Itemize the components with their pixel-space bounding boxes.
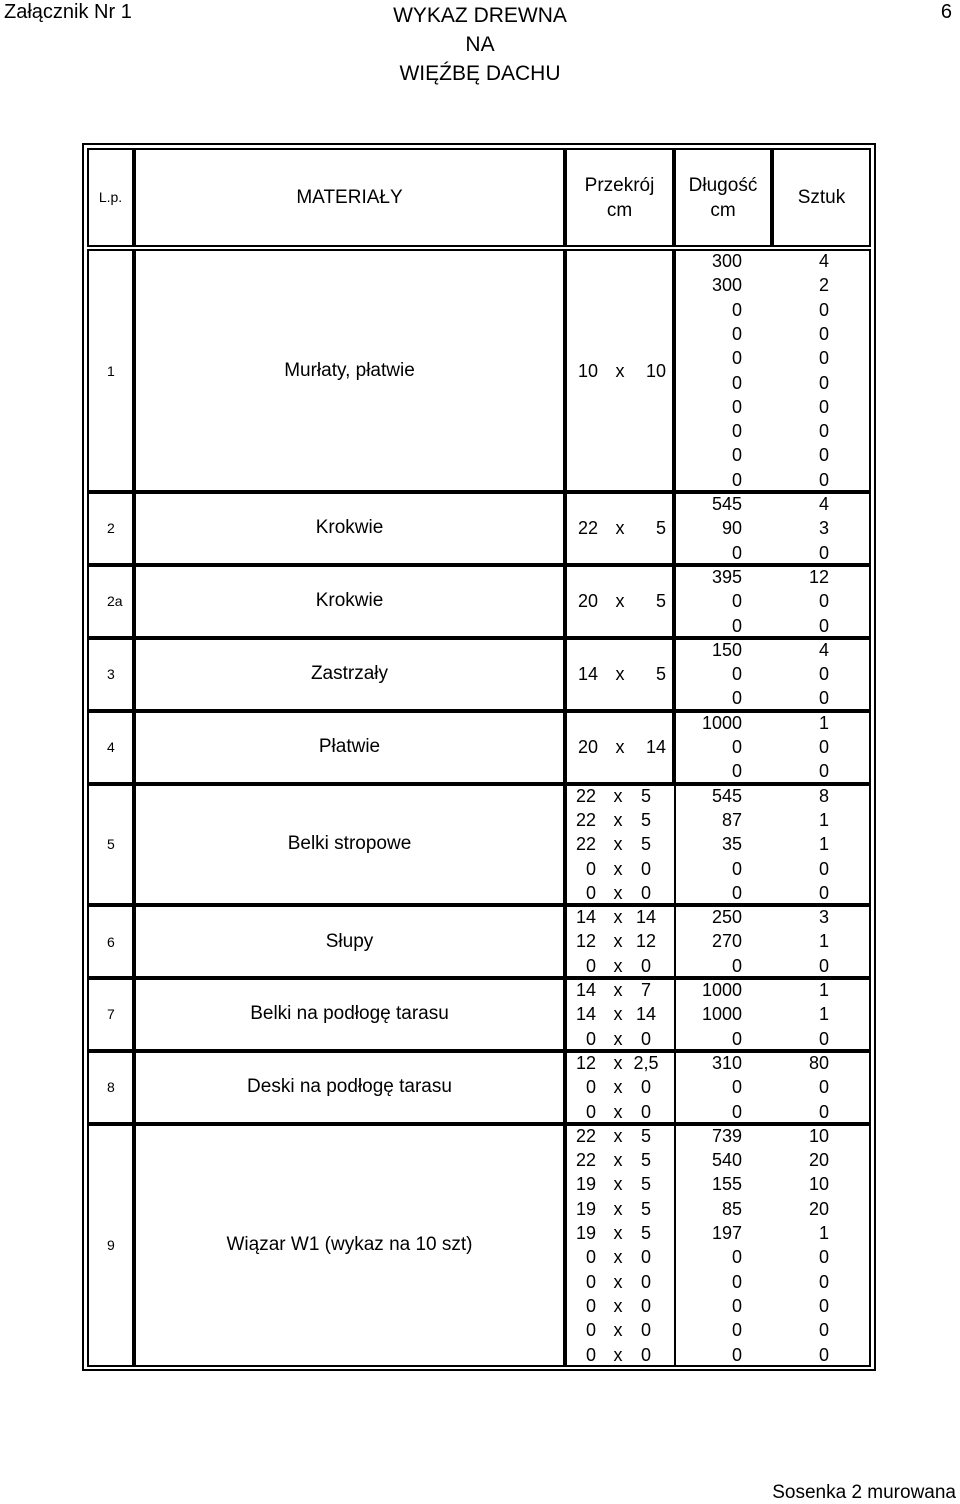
group-lp: 1 — [87, 249, 134, 492]
row-length: 35 — [721, 834, 742, 855]
row-count: 0 — [818, 615, 829, 636]
table-row — [0, 1027, 960, 1051]
section-x: x — [615, 664, 625, 685]
row-section-height: 0 — [640, 858, 651, 879]
row-length: 0 — [731, 688, 742, 709]
group-lp: 6 — [87, 905, 134, 978]
row-section-width: 22 — [575, 809, 596, 830]
row-count: 4 — [818, 639, 829, 660]
row-length: 0 — [731, 882, 742, 903]
group-lp: 4 — [87, 711, 134, 784]
row-section-height: 14 — [635, 907, 657, 928]
table-row — [0, 905, 960, 929]
group-material-name: Płatwie — [134, 711, 565, 784]
row-length: 300 — [711, 251, 742, 271]
group-material-name: Słupy — [134, 905, 565, 978]
row-count: 0 — [818, 955, 829, 976]
row-section-x: x — [613, 1223, 623, 1243]
row-section-height: 0 — [640, 1028, 651, 1049]
row-length: 739 — [711, 1125, 742, 1146]
table-row — [0, 1002, 960, 1026]
section-width: 20 — [577, 737, 598, 758]
row-length: 0 — [731, 1320, 742, 1341]
table-row — [0, 1124, 960, 1148]
row-length: 540 — [711, 1150, 742, 1171]
table-row — [0, 978, 960, 1002]
row-count: 0 — [818, 761, 829, 782]
table-row — [0, 249, 960, 273]
row-length: 90 — [721, 518, 742, 539]
table-row — [0, 1075, 960, 1099]
row-section-height: 5 — [640, 785, 651, 806]
row-section-x: x — [613, 1150, 623, 1171]
table-row — [0, 395, 960, 419]
row-section-height: 5 — [640, 1150, 651, 1171]
table-row — [0, 784, 960, 808]
row-section-x: x — [613, 785, 623, 806]
table-row — [0, 881, 960, 905]
group-lp: 7 — [87, 978, 134, 1051]
table-row — [0, 541, 960, 565]
group-lp: 8 — [87, 1051, 134, 1124]
row-count: 10 — [808, 1125, 829, 1146]
row-section-x: x — [613, 1344, 623, 1365]
row-section-x: x — [613, 980, 623, 1000]
row-count: 0 — [818, 1247, 829, 1268]
row-section-x: x — [613, 809, 623, 830]
row-length: 150 — [711, 639, 742, 660]
row-section-height: 5 — [640, 1198, 651, 1219]
row-length: 0 — [731, 761, 742, 782]
row-section-width: 0 — [585, 1320, 596, 1341]
row-length: 545 — [711, 494, 742, 514]
row-count: 0 — [818, 688, 829, 709]
table-row — [0, 1221, 960, 1245]
row-section-height: 14 — [635, 1004, 657, 1025]
table-row — [0, 346, 960, 370]
row-section-width: 0 — [585, 882, 596, 903]
row-length: 0 — [731, 542, 742, 563]
row-length: 0 — [731, 1247, 742, 1268]
row-section-width: 22 — [575, 834, 596, 855]
row-count: 1 — [818, 834, 829, 855]
row-count: 0 — [818, 348, 829, 369]
table-row — [0, 1270, 960, 1294]
row-length: 300 — [711, 275, 742, 296]
section-height: 5 — [655, 664, 666, 685]
table-row — [0, 711, 960, 735]
row-section-width: 14 — [575, 980, 596, 1000]
page-number: 6 — [940, 1, 952, 23]
group-lp: 3 — [87, 638, 134, 711]
row-section-height: 2,5 — [633, 1052, 659, 1073]
row-section-x: x — [613, 1052, 623, 1073]
table-row — [0, 808, 960, 832]
table-row — [0, 1197, 960, 1221]
header-length — [674, 148, 772, 247]
header-lp: L.p. — [87, 148, 134, 247]
row-section-width: 19 — [575, 1174, 596, 1195]
header-materials: MATERIAŁY — [134, 148, 565, 247]
row-length: 0 — [731, 469, 742, 490]
row-count: 1 — [818, 980, 829, 1000]
section-x: x — [615, 591, 625, 612]
row-section-height: 5 — [640, 809, 651, 830]
group-material-name: Belki stropowe — [134, 784, 565, 906]
table-row — [0, 419, 960, 443]
group-material-name: Krokwie — [134, 492, 565, 565]
row-section-height: 0 — [640, 1271, 651, 1292]
row-section-width: 22 — [575, 785, 596, 806]
row-count: 0 — [818, 1344, 829, 1365]
row-section-height: 5 — [640, 1223, 651, 1243]
table-row — [0, 1100, 960, 1124]
row-length: 0 — [731, 615, 742, 636]
group-lp: 2 — [87, 492, 134, 565]
group-material-name: Wiązar W1 (wykaz na 10 szt) — [134, 1124, 565, 1367]
row-count: 20 — [808, 1198, 829, 1219]
row-length: 197 — [711, 1223, 742, 1243]
table-row — [0, 857, 960, 881]
row-count: 0 — [818, 469, 829, 490]
table-row — [0, 1245, 960, 1269]
row-count: 0 — [818, 737, 829, 757]
row-section-width: 0 — [585, 858, 596, 879]
section-height: 5 — [655, 591, 666, 612]
row-length: 270 — [711, 931, 742, 952]
row-section-x: x — [613, 1320, 623, 1341]
table-row — [0, 1343, 960, 1367]
row-section-width: 0 — [585, 1295, 596, 1316]
row-length: 87 — [721, 809, 742, 830]
row-section-x: x — [613, 1101, 623, 1122]
row-section-height: 0 — [640, 1344, 651, 1365]
section-x: x — [615, 737, 625, 758]
row-section-x: x — [613, 1174, 623, 1195]
row-section-x: x — [613, 1198, 623, 1219]
row-length: 0 — [731, 1028, 742, 1049]
group-lp: 5 — [87, 784, 134, 906]
row-length: 0 — [731, 396, 742, 417]
row-section-x: x — [613, 834, 623, 855]
table-row — [0, 832, 960, 856]
header-length-line1: Długość — [688, 174, 758, 196]
table-row — [0, 1318, 960, 1342]
row-section-height: 0 — [640, 1101, 651, 1122]
table-row — [0, 1148, 960, 1172]
row-section-height: 0 — [640, 1077, 651, 1098]
row-length: 0 — [731, 323, 742, 344]
row-length: 0 — [731, 664, 742, 685]
row-length: 0 — [731, 421, 742, 442]
section-x: x — [615, 518, 625, 539]
row-count: 20 — [808, 1150, 829, 1171]
row-length: 395 — [711, 566, 742, 587]
table-row — [0, 929, 960, 953]
group-material-name: Krokwie — [134, 565, 565, 638]
row-count: 0 — [818, 882, 829, 903]
table-row — [0, 686, 960, 710]
table-row — [0, 614, 960, 638]
row-length: 0 — [731, 858, 742, 879]
row-length: 1000 — [701, 1004, 742, 1025]
table-row — [0, 492, 960, 516]
row-section-width: 12 — [575, 1052, 596, 1073]
row-length: 0 — [731, 1344, 742, 1365]
row-length: 250 — [711, 907, 742, 928]
row-count: 1 — [818, 1223, 829, 1243]
table-row — [0, 589, 960, 613]
header-section — [565, 148, 674, 247]
row-section-width: 14 — [575, 907, 596, 928]
row-count: 1 — [818, 809, 829, 830]
row-length: 85 — [721, 1198, 742, 1219]
table-row — [0, 565, 960, 589]
table-row — [0, 322, 960, 346]
header-count: Sztuk — [772, 148, 871, 247]
row-length: 0 — [731, 299, 742, 320]
group-lp: 9 — [87, 1124, 134, 1367]
row-count: 0 — [818, 542, 829, 563]
row-section-width: 14 — [575, 1004, 596, 1025]
table-row — [0, 516, 960, 540]
row-section-x: x — [613, 1004, 623, 1025]
row-section-height: 0 — [640, 1247, 651, 1268]
group-material-name: Belki na podłogę tarasu — [134, 978, 565, 1051]
row-section-width: 0 — [585, 1247, 596, 1268]
group-lp: 2a — [87, 565, 134, 638]
row-count: 80 — [808, 1052, 829, 1073]
row-count: 0 — [818, 421, 829, 442]
group-material-name: Murłaty, płatwie — [134, 249, 565, 492]
row-count: 0 — [818, 1101, 829, 1122]
row-section-width: 0 — [585, 1344, 596, 1365]
row-section-width: 0 — [585, 1271, 596, 1292]
row-count: 0 — [818, 1320, 829, 1341]
row-section-width: 0 — [585, 955, 596, 976]
row-length: 1000 — [701, 712, 742, 733]
section-height: 5 — [655, 518, 666, 539]
row-count: 0 — [818, 664, 829, 685]
row-count: 3 — [818, 518, 829, 539]
row-section-x: x — [613, 858, 623, 879]
document-title — [330, 1, 630, 88]
table-row — [0, 273, 960, 297]
row-count: 4 — [818, 251, 829, 271]
row-section-x: x — [613, 1295, 623, 1316]
group-material-name: Zastrzały — [134, 638, 565, 711]
table-row — [0, 1294, 960, 1318]
table-row — [0, 662, 960, 686]
row-section-height: 0 — [640, 1295, 651, 1316]
table-row — [0, 954, 960, 978]
row-section-height: 0 — [640, 1320, 651, 1341]
row-count: 0 — [818, 372, 829, 393]
row-length: 0 — [731, 737, 742, 757]
row-count: 4 — [818, 494, 829, 514]
row-count: 0 — [818, 299, 829, 320]
row-length: 0 — [731, 372, 742, 393]
row-length: 0 — [731, 445, 742, 466]
row-section-x: x — [613, 907, 623, 928]
row-section-x: x — [613, 1028, 623, 1049]
row-length: 0 — [731, 1295, 742, 1316]
section-x: x — [615, 360, 625, 381]
group-material-name: Deski na podłogę tarasu — [134, 1051, 565, 1124]
row-count: 12 — [808, 566, 829, 587]
row-count: 0 — [818, 1271, 829, 1292]
table-row — [0, 468, 960, 492]
row-count: 8 — [818, 785, 829, 806]
title-line-3: WIĘŹBĘ DACHU — [399, 62, 561, 85]
row-section-width: 19 — [575, 1223, 596, 1243]
row-count: 0 — [818, 1028, 829, 1049]
row-section-x: x — [613, 955, 623, 976]
row-section-height: 12 — [635, 931, 657, 952]
table-row — [0, 1051, 960, 1075]
section-width: 20 — [577, 591, 598, 612]
header-section-line2: cm — [606, 199, 633, 221]
row-count: 0 — [818, 1077, 829, 1098]
row-section-height: 5 — [640, 834, 651, 855]
row-count: 0 — [818, 591, 829, 612]
section-width: 22 — [577, 518, 598, 539]
row-section-height: 5 — [640, 1174, 651, 1195]
section-width: 14 — [577, 664, 598, 685]
row-section-width: 19 — [575, 1198, 596, 1219]
row-section-width: 0 — [585, 1028, 596, 1049]
section-width: 10 — [577, 360, 598, 381]
row-section-x: x — [613, 1247, 623, 1268]
row-length: 1000 — [701, 980, 742, 1000]
header-length-line2: cm — [710, 199, 736, 221]
row-length: 0 — [731, 1101, 742, 1122]
footer-label: Sosenka 2 murowana — [772, 1482, 956, 1503]
row-section-x: x — [613, 1077, 623, 1098]
table-row — [0, 735, 960, 759]
row-count: 10 — [808, 1174, 829, 1195]
row-count: 0 — [818, 396, 829, 417]
row-length: 0 — [731, 591, 742, 612]
row-length: 0 — [731, 348, 742, 369]
row-length: 0 — [731, 1077, 742, 1098]
row-count: 2 — [818, 275, 829, 296]
row-section-width: 0 — [585, 1077, 596, 1098]
row-section-x: x — [613, 931, 623, 952]
row-count: 0 — [818, 1295, 829, 1316]
title-line-1: WYKAZ DREWNA — [393, 4, 567, 27]
row-count: 1 — [818, 712, 829, 733]
row-section-height: 0 — [640, 882, 651, 903]
row-count: 3 — [818, 907, 829, 928]
row-length: 545 — [711, 785, 742, 806]
row-length: 310 — [711, 1052, 742, 1073]
table-row — [0, 443, 960, 467]
table-row — [0, 638, 960, 662]
title-line-2: NA — [465, 33, 495, 56]
table-row — [0, 759, 960, 783]
row-section-x: x — [613, 882, 623, 903]
row-length: 0 — [731, 1271, 742, 1292]
row-section-height: 5 — [640, 1125, 651, 1146]
row-count: 0 — [818, 445, 829, 466]
table-row — [0, 1172, 960, 1196]
row-count: 0 — [818, 858, 829, 879]
row-section-width: 22 — [575, 1125, 596, 1146]
row-length: 155 — [711, 1174, 742, 1195]
row-section-height: 7 — [640, 980, 651, 1000]
row-section-x: x — [613, 1271, 623, 1292]
section-height: 10 — [645, 360, 666, 381]
row-count: 1 — [818, 931, 829, 952]
row-section-x: x — [613, 1125, 623, 1146]
header-section-line1: Przekrój — [584, 174, 655, 196]
row-section-width: 22 — [575, 1150, 596, 1171]
row-section-width: 12 — [575, 931, 596, 952]
table-row — [0, 298, 960, 322]
section-height: 14 — [645, 737, 666, 758]
row-section-width: 0 — [585, 1101, 596, 1122]
row-count: 1 — [818, 1004, 829, 1025]
row-count: 0 — [818, 323, 829, 344]
attachment-label: Załącznik Nr 1 — [4, 1, 132, 23]
row-length: 0 — [731, 955, 742, 976]
table-row — [0, 371, 960, 395]
row-section-height: 0 — [640, 955, 651, 976]
